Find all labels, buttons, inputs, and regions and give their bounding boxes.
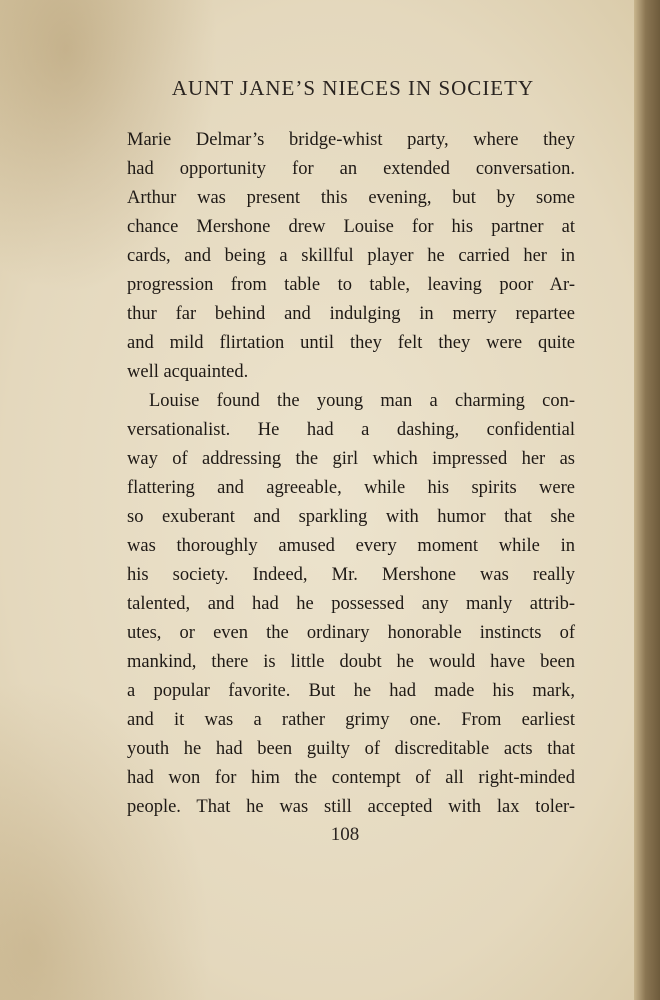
text-line: and mild flirtation until they felt they were quite [127,333,575,353]
body-text [127,126,575,822]
text-line: talented, and had he possessed any manly attrib- [127,594,575,614]
text-line: a popular favorite. But he had made his mark, [127,681,575,701]
text-line: so exuberant and sparkling with humor that she [127,507,575,527]
text-line: utes, or even the ordinary honorable instincts of [127,623,575,643]
text-line: thur far behind and indulging in merry repartee [127,304,575,324]
text-line: people. That he was still accepted with lax toler- [127,797,575,817]
text-line: was thoroughly amused every moment while in [127,536,575,556]
text-line: flattering and agreeable, while his spirits were [127,478,575,498]
text-line: his society. Indeed, Mr. Mershone was really [127,565,575,585]
text-line: cards, and being a skillful player he carried her in [127,246,575,266]
page-number: 108 [330,824,360,845]
text-line: versationalist. He had a dashing, confidential [127,420,575,440]
text-line: had opportunity for an extended conversation. [127,159,575,179]
text-line: mankind, there is little doubt he would have been [127,652,575,672]
text-line: Louise found the young man a charming con- [149,391,575,411]
text-line: Arthur was present this evening, but by some [127,188,575,208]
text-line: and it was a rather grimy one. From earliest [127,710,575,730]
text-line: chance Mershone drew Louise for his partner at [127,217,575,237]
text-line: progression from table to table, leaving poor Ar- [127,275,575,295]
running-header: AUNT JANE’S NIECES IN SOCIETY [171,76,535,100]
text-line: youth he had been guilty of discreditable acts that [127,739,575,759]
text-line: well acquainted. [127,362,249,382]
page-spine-shadow [634,0,660,1000]
text-line: Marie Delmar’s bridge-whist party, where they [127,130,575,150]
text-line: way of addressing the girl which impressed her as [127,449,575,469]
text-line: had won for him the contempt of all right-minded [127,768,575,788]
